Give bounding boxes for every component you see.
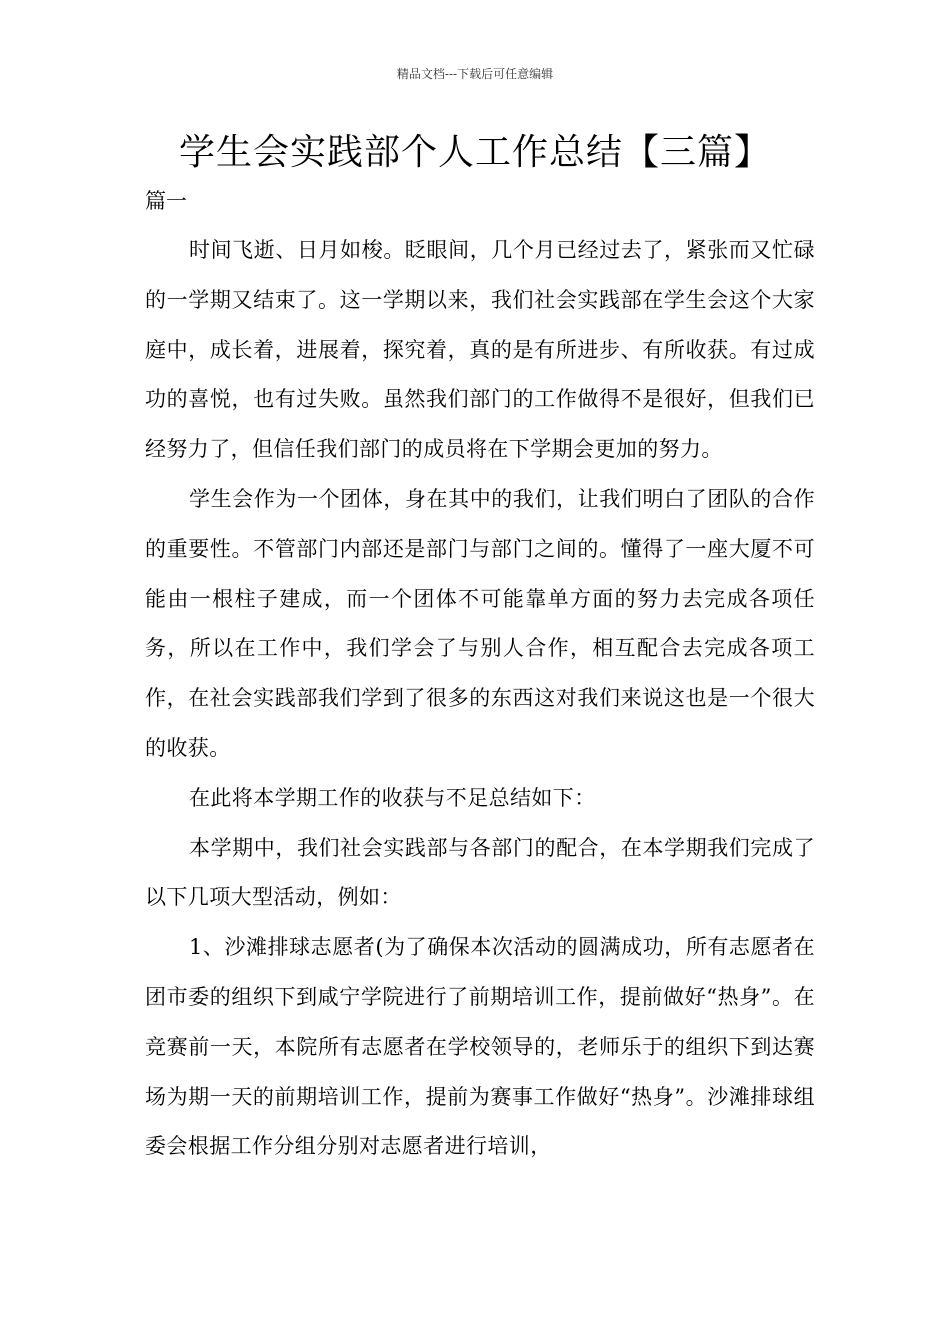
paragraph-3: 在此将本学期工作的收获与不足总结如下：: [189, 785, 596, 810]
header-note: 精品文档---下载后可任意编辑: [396, 67, 554, 81]
section-label: 篇一: [145, 189, 187, 213]
paragraph-2: 学生会作为一个团体，身在其中的我们，让我们明白了团队的合作的重要性。不管部门内部还是部门与部门之间的。懂得了一座大厦不可能由一根柱子建成，而一个团体不可能靠单方面的努力去完成各项任务，所以在工作中，我们学会了与别人合作，相互配合去完成各项工作，在社会实践部我们学到了很多的东西这对我们来说这也是一个很大的收获。: [145, 486, 815, 760]
paragraph-4: 本学期中，我们社会实践部与各部门的配合，在本学期我们完成了以下几项大型活动，例如：: [145, 835, 815, 910]
document-title: 学生会实践部个人工作总结【三篇】: [178, 132, 771, 173]
document-body: [145, 226, 815, 1172]
paragraph-5: 1、沙滩排球志愿者(为了确保本次活动的圆满成功，所有志愿者在团市委的组织下到咸宁学院进行了前期培训工作，提前做好“热身”。在竞赛前一天，本院所有志愿者在学校领导的，老师乐于的组织下到达赛场为期一天的前期培训工作，提前为赛事工作做好“热身”。沙滩排球组委会根据工作分组分别对志愿者进行培训，: [145, 935, 815, 1159]
paragraph-1: 时间飞逝、日月如梭。眨眼间，几个月已经过去了，紧张而又忙碌的一学期又结束了。这一学期以来，我们社会实践部在学生会这个大家庭中，成长着，进展着，探究着，真的是有所进步、有所收获。有过成功的喜悦，也有过失败。虽然我们部门的工作做得不是很好，但我们已经努力了，但信任我们部门的成员将在下学期会更加的努力。: [145, 238, 815, 462]
